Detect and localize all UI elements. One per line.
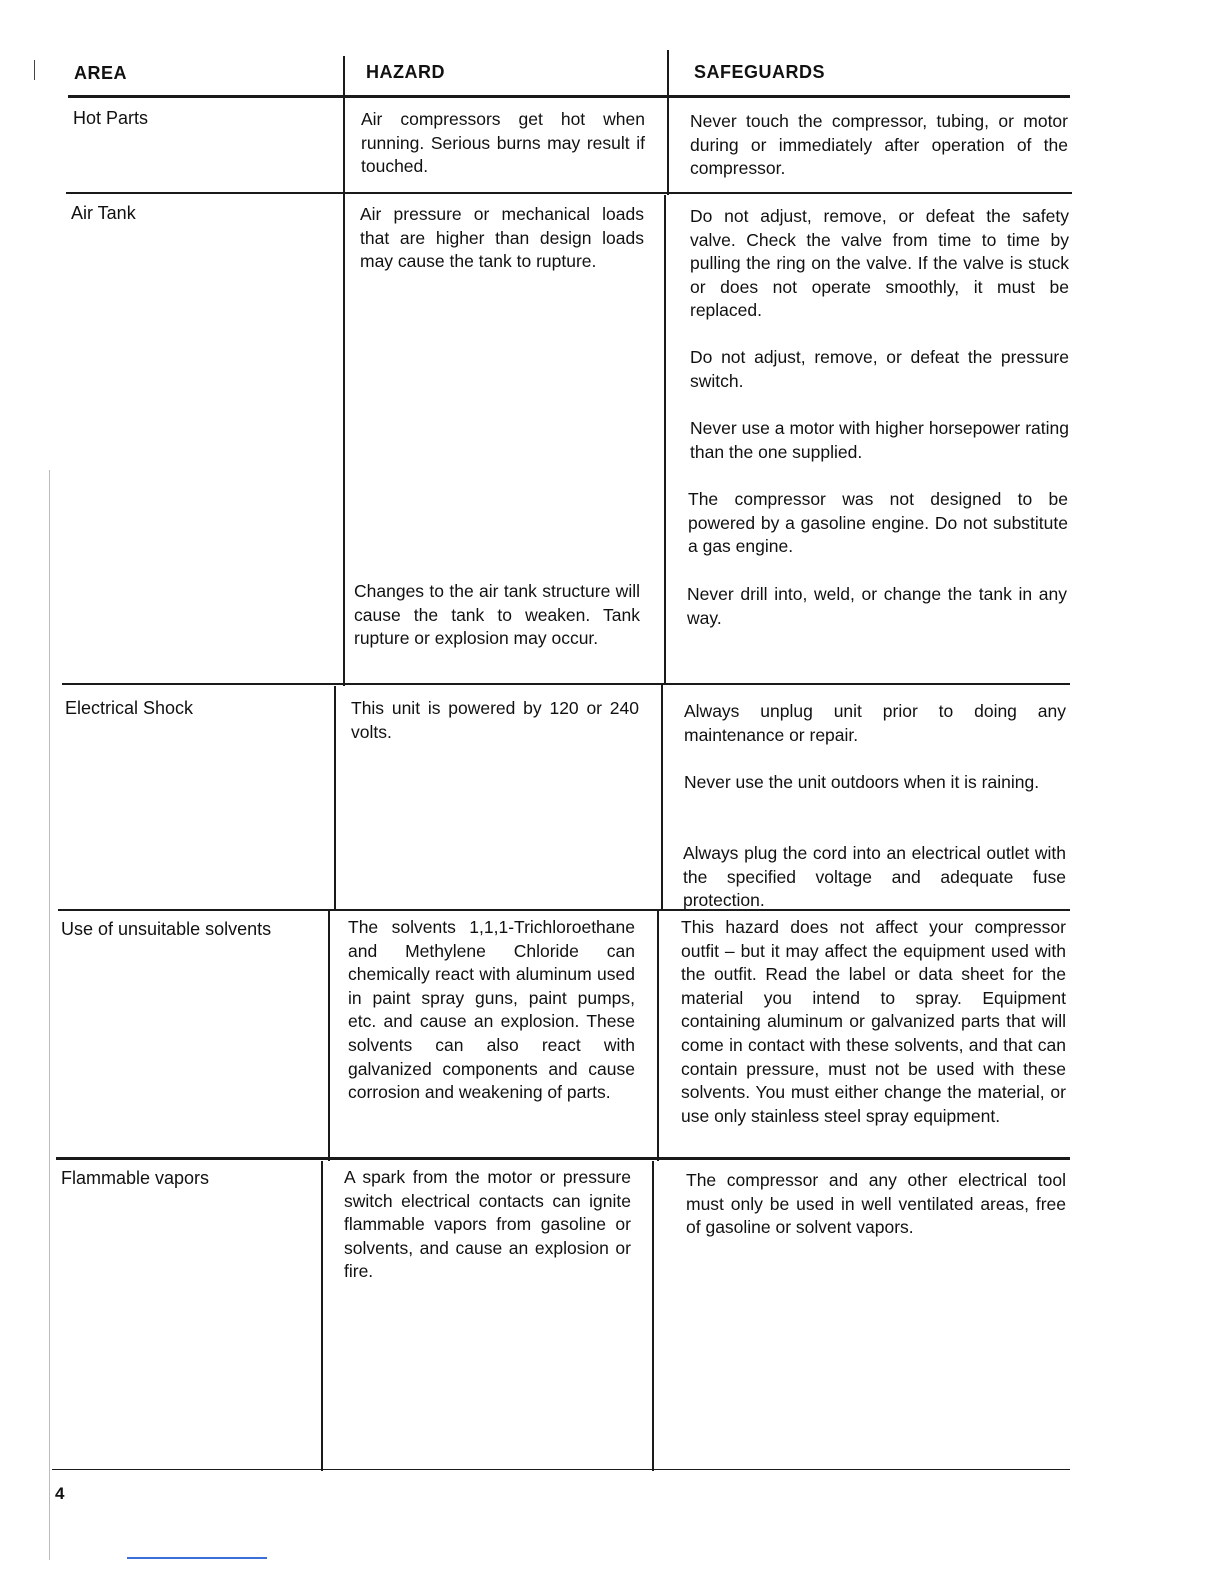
safeguard-air-tank-1: Do not adjust, remove, or defeat the safety valve. Check the valve from time to time by pulling the ring on the valve. If the valve is stuck or does not operate smoothly, it must be replaced. [690, 206, 1069, 321]
safeguard-air-tank-2: Do not adjust, remove, or defeat the pressure switch. [690, 347, 1069, 391]
scan-artifact-line [127, 1557, 267, 1559]
column-rule-hazard-safeguard-top [667, 50, 669, 195]
safeguard-air-tank-5: Never drill into, weld, or change the tank in any way. [687, 584, 1067, 628]
safeguard-air-tank-3: Never use a motor with higher horsepower rating than the one supplied. [690, 418, 1069, 462]
safeguard-electrical-shock-1: Always unplug unit prior to doing any maintenance or repair. [684, 701, 1066, 745]
header-hazard: HAZARD [366, 62, 445, 82]
column-rule-hazard-safeguard-3 [661, 685, 663, 911]
column-rule-area-hazard-top [343, 56, 345, 686]
area-electrical-shock: Electrical Shock [65, 698, 194, 718]
safeguard-electrical-shock-2: Never use the unit outdoors when it is raining. [684, 772, 1040, 792]
hazard-air-tank-2: Changes to the air tank structure will cause the tank to weaken. Tank rupture or explosion may occur. [354, 581, 640, 649]
page-number: 4 [55, 1484, 65, 1503]
row-rule-4 [56, 1157, 1070, 1160]
safeguard-electrical-shock-3: Always plug the cord into an electrical outlet with the specified voltage and adequate fuse protection. [683, 843, 1066, 911]
page-edge-mark [34, 60, 35, 80]
safeguard-unsuitable-solvents: This hazard does not affect your compressor outfit – but it may affect the equipment used with the outfit. Read the label or data sheet for the material you intend to spray. Equipment containing aluminum or galvanized parts that will come in contact with these solvents, and that can contain pressure, must not be used with these solvents. You must either change the material, or use only stainless steel spray equipment. [681, 917, 1066, 1126]
hazard-flammable-vapors: A spark from the motor or pressure switch electrical contacts can ignite flammable vapors from gasoline or solvents, and cause an explosion or fire. [344, 1167, 631, 1282]
area-flammable-vapors: Flammable vapors [61, 1168, 210, 1188]
column-rule-hazard-safeguard-4 [657, 911, 659, 1161]
column-rule-area-hazard-lower [328, 911, 330, 1161]
row-rule-1 [66, 192, 1072, 194]
hazard-air-tank-1: Air pressure or mechanical loads that are higher than design loads may cause the tank to rupture. [360, 204, 644, 272]
area-hot-parts: Hot Parts [73, 108, 149, 128]
row-rule-2 [62, 683, 1070, 685]
hazard-electrical-shock: This unit is powered by 120 or 240 volts. [351, 698, 639, 742]
safeguard-flammable-vapors: The compressor and any other electrical tool must only be used in well ventilated areas, free of gasoline or solvent vapors. [686, 1170, 1066, 1238]
safeguard-hot-parts: Never touch the compressor, tubing, or motor during or immediately after operation of the compressor. [690, 111, 1068, 179]
safeguard-air-tank-4: The compressor was not designed to be powered by a gasoline engine. Do not substitute a gas engine. [688, 489, 1068, 557]
hazard-hot-parts: Air compressors get hot when running. Serious burns may result if touched. [361, 109, 645, 177]
header-area: AREA [74, 63, 128, 83]
column-rule-area-hazard-mid [334, 686, 336, 911]
page-edge-line [49, 470, 50, 1560]
column-rule-hazard-safeguard-2 [664, 195, 666, 685]
area-unsuitable-solvents: Use of unsuitable solvents [61, 919, 272, 939]
column-rule-area-hazard-bottom [321, 1161, 323, 1471]
bottom-rule [52, 1469, 1070, 1470]
hazard-unsuitable-solvents: The solvents 1,1,1-Trichloroethane and Methylene Chloride can chemically react with aluminum used in paint spray guns, paint pumps, etc. and cause an explosion. These solvents can also react with galvanized components and cause corrosion and weakening of parts. [348, 917, 635, 1103]
header-rule [68, 95, 1070, 98]
column-rule-hazard-safeguard-bottom [652, 1161, 654, 1471]
header-safeguards: SAFEGUARDS [694, 62, 826, 82]
area-air-tank: Air Tank [71, 203, 136, 223]
